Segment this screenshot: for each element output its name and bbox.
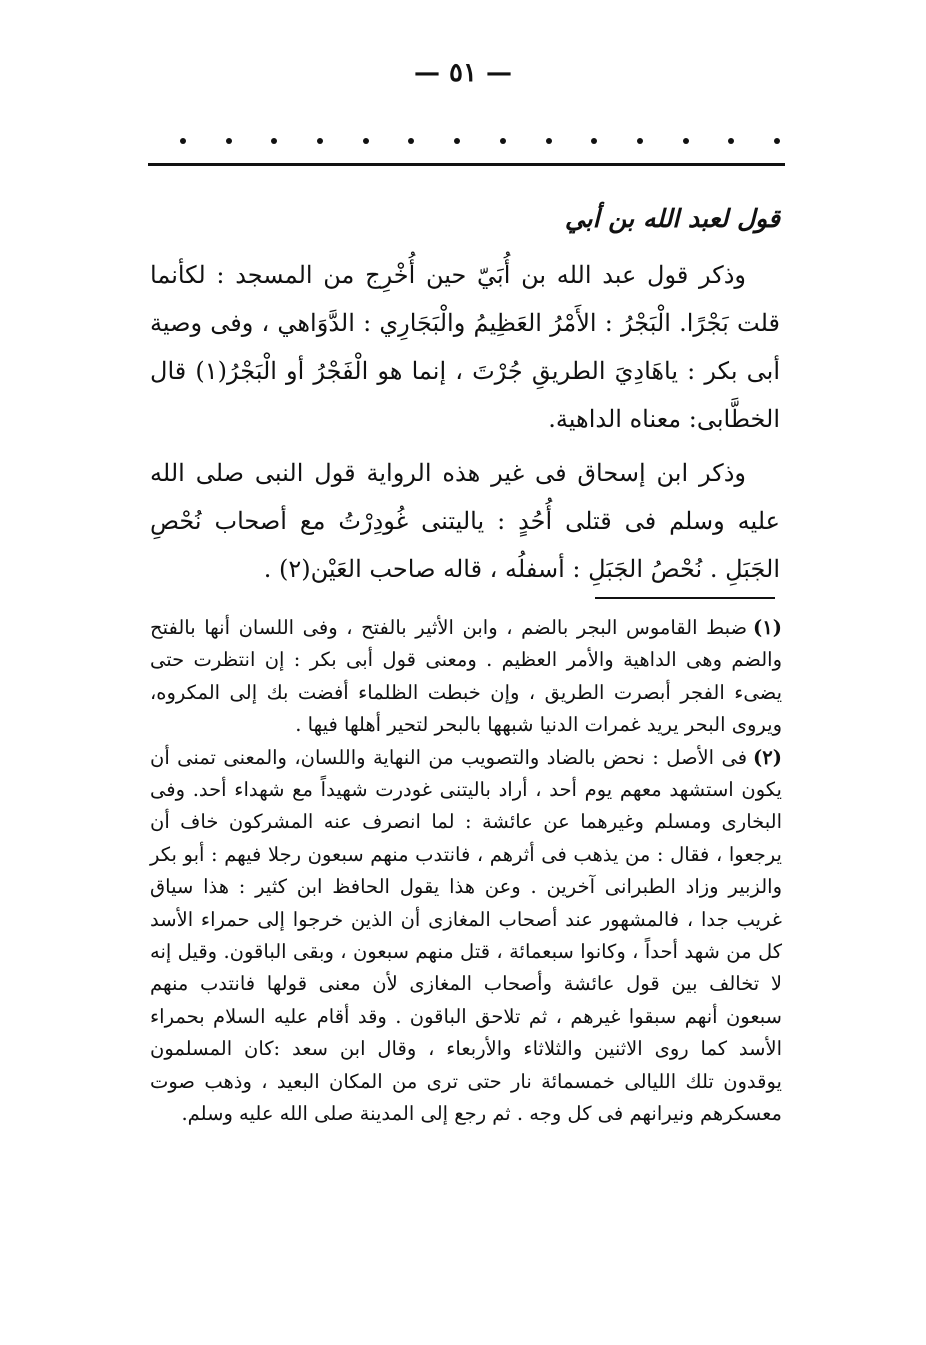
header-dot-ornament [180, 138, 780, 144]
page-number: — ٥١ — [413, 58, 513, 88]
ornament-dot [546, 138, 552, 144]
ornament-dot [226, 138, 232, 144]
footnote-separator [595, 597, 775, 599]
ornament-dot [591, 138, 597, 144]
footnote-1 [150, 612, 782, 742]
footnote-1-text: ضبط القاموس البجر بالضم ، وابن الأثير بالفتح ، وفى اللسان أنها بالفتح والضم وهى الداهية والأمر العظيم . ومعنى قول أبى بكر : إن انتظرت حتى يضىء الفجر أبصرت الطريق ، وإن خبطت الظلماء أفضت بك إلى المكروه، ويروى البحر يريد غمرات الدنيا شبهها بالبحر لتحير أهلها فيها . [150, 616, 782, 737]
ornament-dot [500, 138, 506, 144]
footnote-2-mark: (٢) [753, 745, 782, 769]
ornament-dot [454, 138, 460, 144]
ornament-dot [683, 138, 689, 144]
footnote-2 [150, 742, 782, 1131]
ornament-dot [728, 138, 734, 144]
footnote-2-text: فى الأصل : نحض بالضاد والتصويب من النهاية واللسان، والمعنى تمنى أن يكون استشهد معهم يوم أحد ، أراد باليتنى غودرت شهيداً مع شهداء أحد. وفى البخارى ومسلم وغيرهما عن عائشة : لما انصرف عنه المشركون خاف أن يرجعوا ، فقال : من يذهب فى أثرهم ، فانتدب منهم سبعون رجلا فيهم : أبو بكر والزبير وزاد الطبرانى آخرين . وعن هذا يقول الحافظ ابن كثير : هذا سياق غريب جدا ، فالمشهور عند أصحاب المغازى أن الذين خرجوا إلى حمراء الأسد كل من شهد أحداً ، وكانوا سبعمائة ، قتل منهم سبعون ، وبقى الباقون. وقيل إنه لا تخالف بين قول عائشة وأصحاب المغازى لأن معنى قولها فانتدب منهم سبعون أنهم سبقوا غيرهم ، ثم تلاحق الباقون . وقد أقام عليه السلام بحمراء الأسد كما روى الاثنين والثلاثاء والأربعاء ، وقال ابن سعد :كان المسلمون يوقدون تلك الليالى خمسمائة نار حتى ترى من المكان البعيد ، وذهب صوت معسكرهم ونيرانهم فى كل وجه . ثم رجع إلى المدينة صلى الله عليه وسلم. [150, 745, 782, 1126]
ornament-dot [363, 138, 369, 144]
ornament-dot [408, 138, 414, 144]
paragraph-1: وذكر قول عبد الله بن أُبَيّ حين أُخْرِج من المسجد : لكأنما قلت بَجْرًا. الْبَجْرُ : الأَمْرُ العَظِيمُ والْبَجَارِي : الدَّوَاهي ، وفى وصية أبى بكر : ياهَادِيَ الطريقِ جُرْتَ ، إنما هو الْفَجْرُ أو الْبَجْرُ(١) قال الخطَّابى: معناه الداهية. [150, 261, 781, 433]
paragraph-2: وذكر ابن إسحاق فى غير هذه الرواية قول النبى صلى الله عليه وسلم فى قتلى أُحُدٍ : ياليتنى غُودِرْتُ مع أصحاب نُحْصِ الجَبَلِ . نُحْصُ الجَبَلِ : أسفلُه ، قاله صاحب العَيْن(٢) . [150, 459, 780, 583]
ornament-dot [774, 138, 780, 144]
footnote-1-mark: (١) [753, 616, 782, 639]
ornament-dot [317, 138, 323, 144]
ornament-dot [271, 138, 277, 144]
header-rule [148, 163, 785, 166]
footnotes [150, 612, 782, 1131]
section-heading: قول لعبد الله بن أبي [564, 204, 780, 233]
ornament-dot [180, 138, 186, 144]
main-text [150, 195, 780, 599]
ornament-dot [637, 138, 643, 144]
